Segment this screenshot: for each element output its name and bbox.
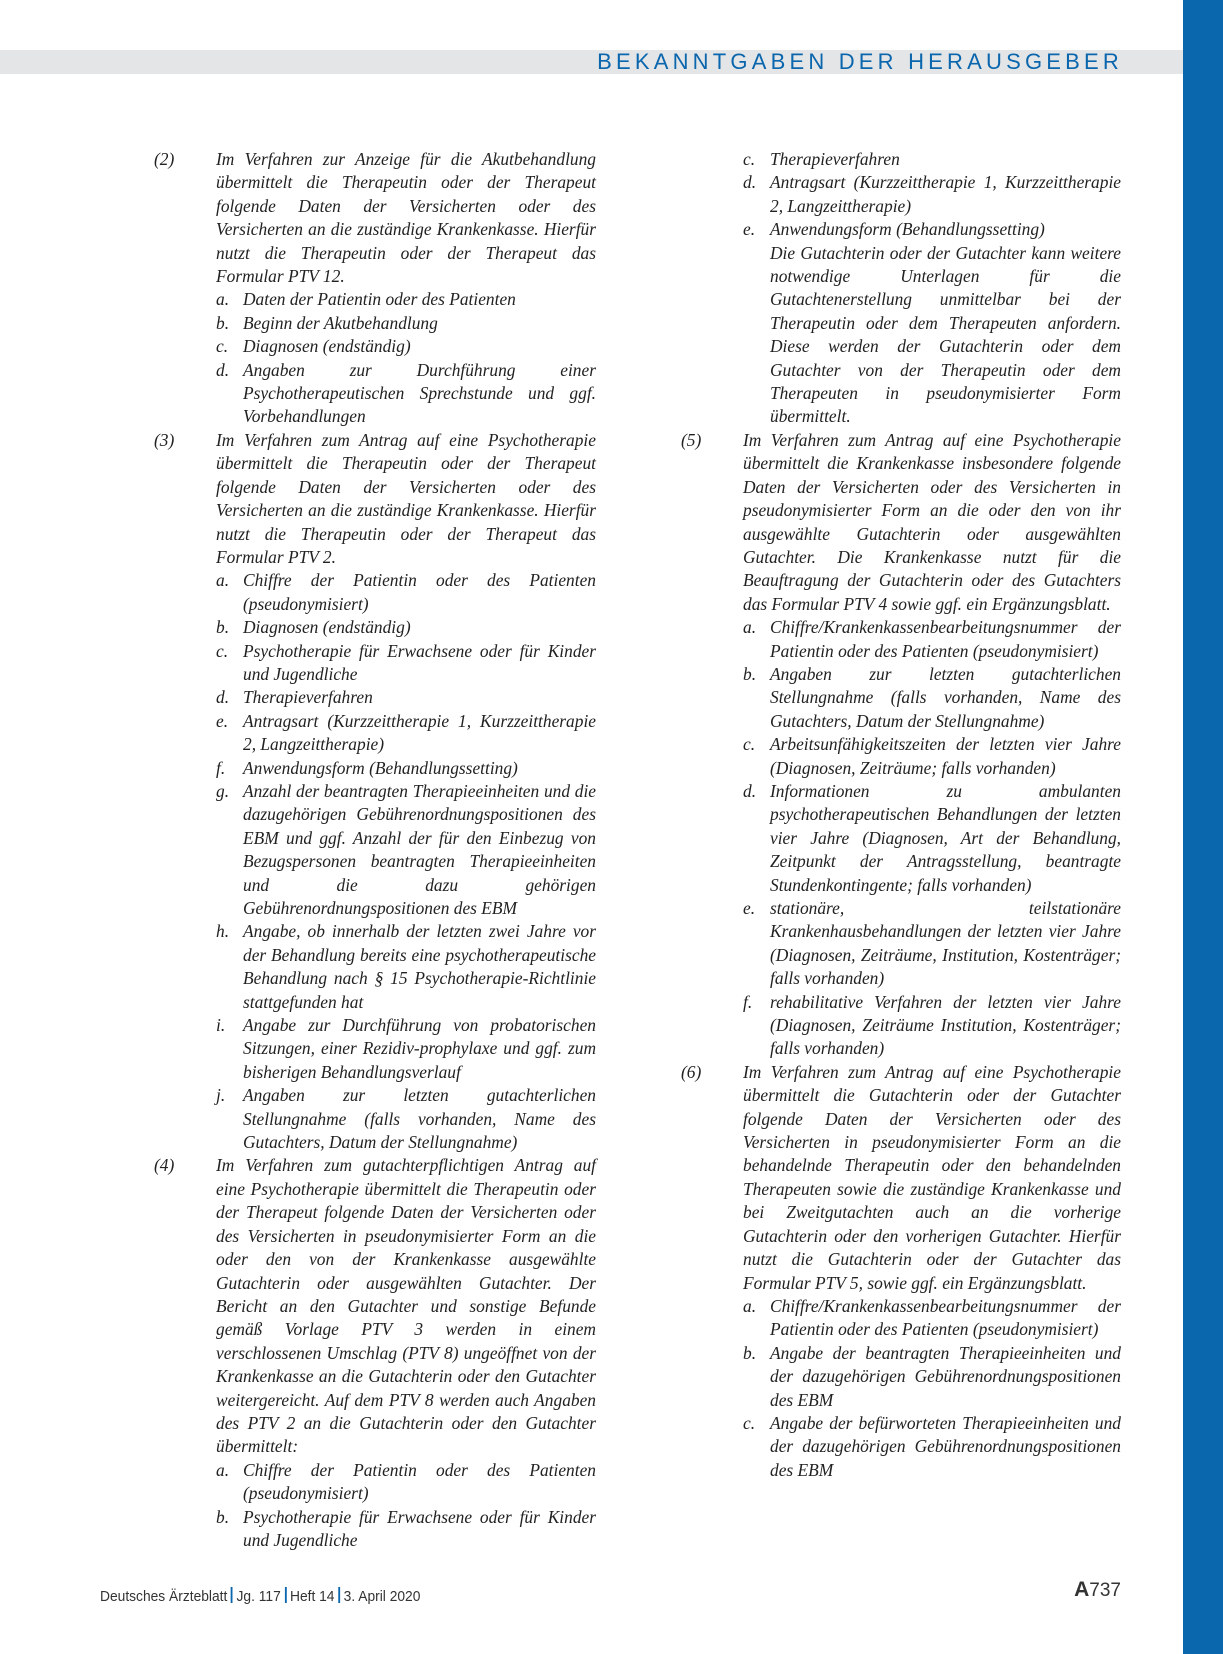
section-header-title: BEKANNTGABEN DER HERAUSGEBER <box>597 49 1123 74</box>
list-item <box>743 1295 1121 1342</box>
list-item <box>216 1014 596 1084</box>
item-text: Diagnosen (endständig) <box>243 336 411 357</box>
item-text: Anzahl der beantragten Therapieeinheiten und die dazugehörigen Gebührenordnungspositionen des EBM und ggf. Anzahl der für den Einbezug von Bezugspersonen beantragten Therapieeinheiten und die dazu gehörigen Gebührenordnungspositionen des EBM <box>243 780 596 918</box>
item-text: Angaben zur Durchführung einer Psychotherapeutischen Sprechstunde und ggf. Vorbehandlungen <box>243 359 596 427</box>
item-text: Chiffre der Patientin oder des Patienten (pseudonymisiert) <box>243 1459 596 1504</box>
paragraph-2 <box>154 148 596 429</box>
list-item <box>743 780 1121 897</box>
item-list <box>743 148 1121 242</box>
item-letter: c. <box>743 734 756 755</box>
paragraph-text: Im Verfahren zum gutachterpflichtigen Antrag auf eine Psychotherapie übermittelt die Therapeutin oder der Therapeut folgende Daten der Versicherten oder des Versicherten in pseudonymisierter Form an die oder den von der Krankenkasse ausgewählte Gutachterin oder ausgewählten Gutachter. Der Bericht an den Gutachter und sonstige Befunde gemäß Vorlage PTV 3 werden in einem verschlossenen Umschlag (PTV 8) ungeöffnet von der Krankenkasse an die Gutachterin oder den Gutachter weitergereicht. Auf dem PTV 8 werden auch Angaben des PTV 2 an die Gutachterin oder den Gutachter übermittelt: <box>216 1155 596 1457</box>
page-number-value: 737 <box>1089 1580 1121 1601</box>
list-item <box>743 1342 1121 1412</box>
item-letter: d. <box>743 172 757 193</box>
item-list <box>743 616 1121 1061</box>
item-list <box>743 1295 1121 1482</box>
item-letter: g. <box>216 780 230 801</box>
item-letter: i. <box>216 1015 226 1036</box>
item-text: Chiffre/Krankenkassenbearbeitungsnummer der Patientin oder des Patienten (pseudonymisiert) <box>770 1295 1121 1340</box>
item-letter: d. <box>743 780 757 801</box>
item-letter: e. <box>743 898 756 918</box>
list-item <box>216 288 596 311</box>
item-text: Angabe der befürworteten Therapieeinheiten und der dazugehörigen Gebührenordnungspositionen des EBM <box>770 1412 1121 1480</box>
page-number <box>1074 1578 1121 1602</box>
item-letter: c. <box>743 1412 756 1433</box>
item-letter: d. <box>216 359 230 380</box>
item-letter: b. <box>216 617 230 638</box>
item-letter: h. <box>216 921 230 942</box>
list-item <box>743 991 1121 1061</box>
item-letter: c. <box>216 640 229 661</box>
item-text: Chiffre der Patientin oder des Patienten (pseudonymisiert) <box>243 570 596 614</box>
item-text: Antragsart (Kurzzeittherapie 1, Kurzzeittherapie 2, Langzeittherapie) <box>770 172 1121 216</box>
item-letter: e. <box>743 219 756 240</box>
list-item <box>743 218 1121 241</box>
item-text: Psychotherapie für Erwachsene oder für Kinder und Jugendliche <box>243 1506 596 1550</box>
issue: Heft 14 <box>289 1588 335 1605</box>
list-item <box>216 1459 596 1506</box>
item-letter: a. <box>216 1459 230 1480</box>
list-item <box>743 663 1121 733</box>
volume: Jg. 117 <box>236 1588 281 1605</box>
list-item <box>216 780 596 920</box>
item-text: Anwendungsform (Behandlungssetting) <box>243 757 518 778</box>
paragraph-number: (6) <box>681 1061 702 1082</box>
list-item <box>216 1506 596 1553</box>
footer-separator <box>231 1587 233 1603</box>
item-letter: b. <box>216 312 230 333</box>
item-letter: f. <box>216 757 226 778</box>
paragraph-text: Im Verfahren zum Antrag auf eine Psychotherapie übermittelt die Krankenkasse insbesondere folgende Daten der Versicherten oder des Versicherten in pseudonymisierter Form an die oder den von ihr ausgewählte Gutachterin oder ausgewählten Gutachter. Die Krankenkasse nutzt für die Beauftragung der Gutachterin oder des Gutachters das Formular PTV 4 sowie ggf. ein Ergänzungsblatt. <box>743 429 1121 614</box>
item-letter: b. <box>743 663 757 684</box>
paragraph-number: (4) <box>154 1155 175 1176</box>
item-text: Arbeitsunfähigkeitszeiten der letzten vier Jahre (Diagnosen, Zeiträume; falls vorhanden) <box>770 734 1121 778</box>
paragraph-number: (3) <box>154 429 175 450</box>
paragraph-text: Im Verfahren zum Antrag auf eine Psychotherapie übermittelt die Therapeutin oder der Therapeut folgende Daten der Versicherten oder des Versicherten an die zuständige Krankenkasse. Hierfür nutzt die Therapeutin oder der Therapeut das Formular PTV 2. <box>216 429 596 567</box>
left-column <box>154 148 596 1552</box>
item-letter: d. <box>216 687 230 708</box>
list-item <box>743 148 1121 171</box>
item-letter: c. <box>216 336 229 357</box>
item-text: Therapieverfahren <box>770 149 900 169</box>
item-text: Chiffre/Krankenkassenbearbeitungsnummer der Patientin oder des Patienten (pseudonymisiert) <box>770 617 1121 661</box>
item-text: Antragsart (Kurzzeittherapie 1, Kurzzeittherapie 2, Langzeittherapie) <box>243 710 596 755</box>
list-item <box>743 1412 1121 1482</box>
item-text: Diagnosen (endständig) <box>243 617 411 638</box>
paragraph-5 <box>681 429 1121 1061</box>
item-letter: f. <box>743 991 753 1012</box>
paragraph-6 <box>681 1061 1121 1482</box>
paragraph-4 <box>154 1154 596 1552</box>
item-text: stationäre, teilstationäre Krankenhausbehandlungen der letzten vier Jahre (Diagnosen, Zeiträume, Institution, Kostenträger; falls vorhanden) <box>770 898 1121 989</box>
page-prefix: A <box>1074 1578 1090 1601</box>
item-list <box>216 288 596 428</box>
side-color-stripe <box>1183 0 1223 1654</box>
paragraph-number: (5) <box>681 429 702 450</box>
list-item <box>743 171 1121 218</box>
paragraph-note: Die Gutachterin oder der Gutachter kann weitere notwendige Unterlagen für die Gutachtenerstellung unmittelbar bei der Therapeutin oder dem Therapeuten anfordern. Diese werden der Gutachterin oder dem Gutachter von der Therapeutin oder dem Therapeuten in pseudonymisierter Form übermittelt. <box>770 242 1121 427</box>
list-item <box>216 616 596 639</box>
item-text: Therapieverfahren <box>243 687 373 708</box>
list-item <box>743 616 1121 663</box>
item-text: Psychotherapie für Erwachsene oder für Kinder und Jugendliche <box>243 640 596 684</box>
list-item <box>216 686 596 709</box>
list-item <box>216 640 596 687</box>
list-item <box>216 569 596 616</box>
item-letter: a. <box>216 570 230 591</box>
paragraph-number: (2) <box>154 149 175 169</box>
item-text: Beginn der Akutbehandlung <box>243 312 438 333</box>
item-text: Informationen zu ambulanten psychotherapeutischen Behandlungen der letzten vier Jahre (Diagnosen, Art der Behandlung, Zeitpunkt der Antragsstellung, beantragte Stundenkontingente; falls vorhanden) <box>770 780 1121 895</box>
list-item <box>216 335 596 358</box>
item-text: Angabe, ob innerhalb der letzten zwei Jahre vor der Behandlung bereits eine psychotherapeutische Behandlung nach § 15 Psychotherapie-Richtlinie stattgefunden hat <box>243 921 596 1012</box>
item-letter: a. <box>216 289 230 310</box>
item-letter: a. <box>743 1295 757 1316</box>
item-text: rehabilitative Verfahren der letzten vier Jahre (Diagnosen, Zeiträume Institution, Kostenträger; falls vorhanden) <box>770 991 1121 1059</box>
item-letter: b. <box>216 1506 230 1527</box>
item-text: Angaben zur letzten gutachterlichen Stellungnahme (falls vorhanden, Name des Gutachters, Datum der Stellungnahme) <box>243 1085 596 1153</box>
list-item <box>216 1084 596 1154</box>
list-item <box>743 733 1121 780</box>
footer-separator <box>338 1587 340 1603</box>
list-item <box>743 897 1121 991</box>
paragraph-text: Im Verfahren zum Antrag auf eine Psychotherapie übermittelt die Gutachterin oder der Gutachter folgende Daten der Versicherten oder des Versicherten in pseudonymisierter Form an die behandelnde Therapeutin oder den behandelnden Therapeuten sowie die zuständige Krankenkasse und bei Zweitgutachten auch an die vorherige Gutachterin oder den vorherigen Gutachter. Hierfür nutzt die Gutachterin oder der Gutachter das Formular PTV 5, sowie ggf. ein Ergänzungsblatt. <box>743 1061 1121 1293</box>
item-text: Angabe der beantragten Therapieeinheiten und der dazugehörigen Gebührenordnungspositionen des EBM <box>770 1342 1121 1410</box>
item-letter: c. <box>743 149 756 169</box>
journal-name: Deutsches Ärzteblatt <box>100 1588 228 1605</box>
item-text: Anwendungsform (Behandlungssetting) <box>770 219 1045 240</box>
footer-citation <box>100 1587 420 1605</box>
item-text: Angabe zur Durchführung von probatorischen Sitzungen, einer Rezidiv-prophylaxe und ggf. zum bisherigen Behandlungsverlauf <box>243 1015 596 1082</box>
item-text: Daten der Patientin oder des Patienten <box>243 289 516 310</box>
list-item <box>216 710 596 757</box>
footer-separator <box>284 1587 286 1603</box>
list-item <box>216 359 596 429</box>
item-text: Angaben zur letzten gutachterlichen Stellungnahme (falls vorhanden, Name des Gutachters, Datum der Stellungnahme) <box>770 663 1121 731</box>
item-letter: j. <box>216 1085 226 1106</box>
issue-date: 3. April 2020 <box>343 1588 421 1605</box>
paragraph-text: Im Verfahren zur Anzeige für die Akutbehandlung übermittelt die Therapeutin oder der Therapeut folgende Daten der Versicherten oder des Versicherten an die zuständige Krankenkasse. Hierfür nutzt die Therapeutin oder der Therapeut das Formular PTV 12. <box>216 149 596 287</box>
list-item <box>216 757 596 780</box>
item-list <box>216 569 596 1154</box>
right-column <box>681 148 1121 1482</box>
paragraph-3 <box>154 429 596 1155</box>
item-letter: a. <box>743 617 757 638</box>
item-letter: b. <box>743 1342 757 1363</box>
list-item <box>216 920 596 1014</box>
list-item <box>216 312 596 335</box>
item-letter: e. <box>216 710 229 731</box>
item-list <box>216 1459 596 1553</box>
paragraph-4-continued <box>743 148 1121 429</box>
